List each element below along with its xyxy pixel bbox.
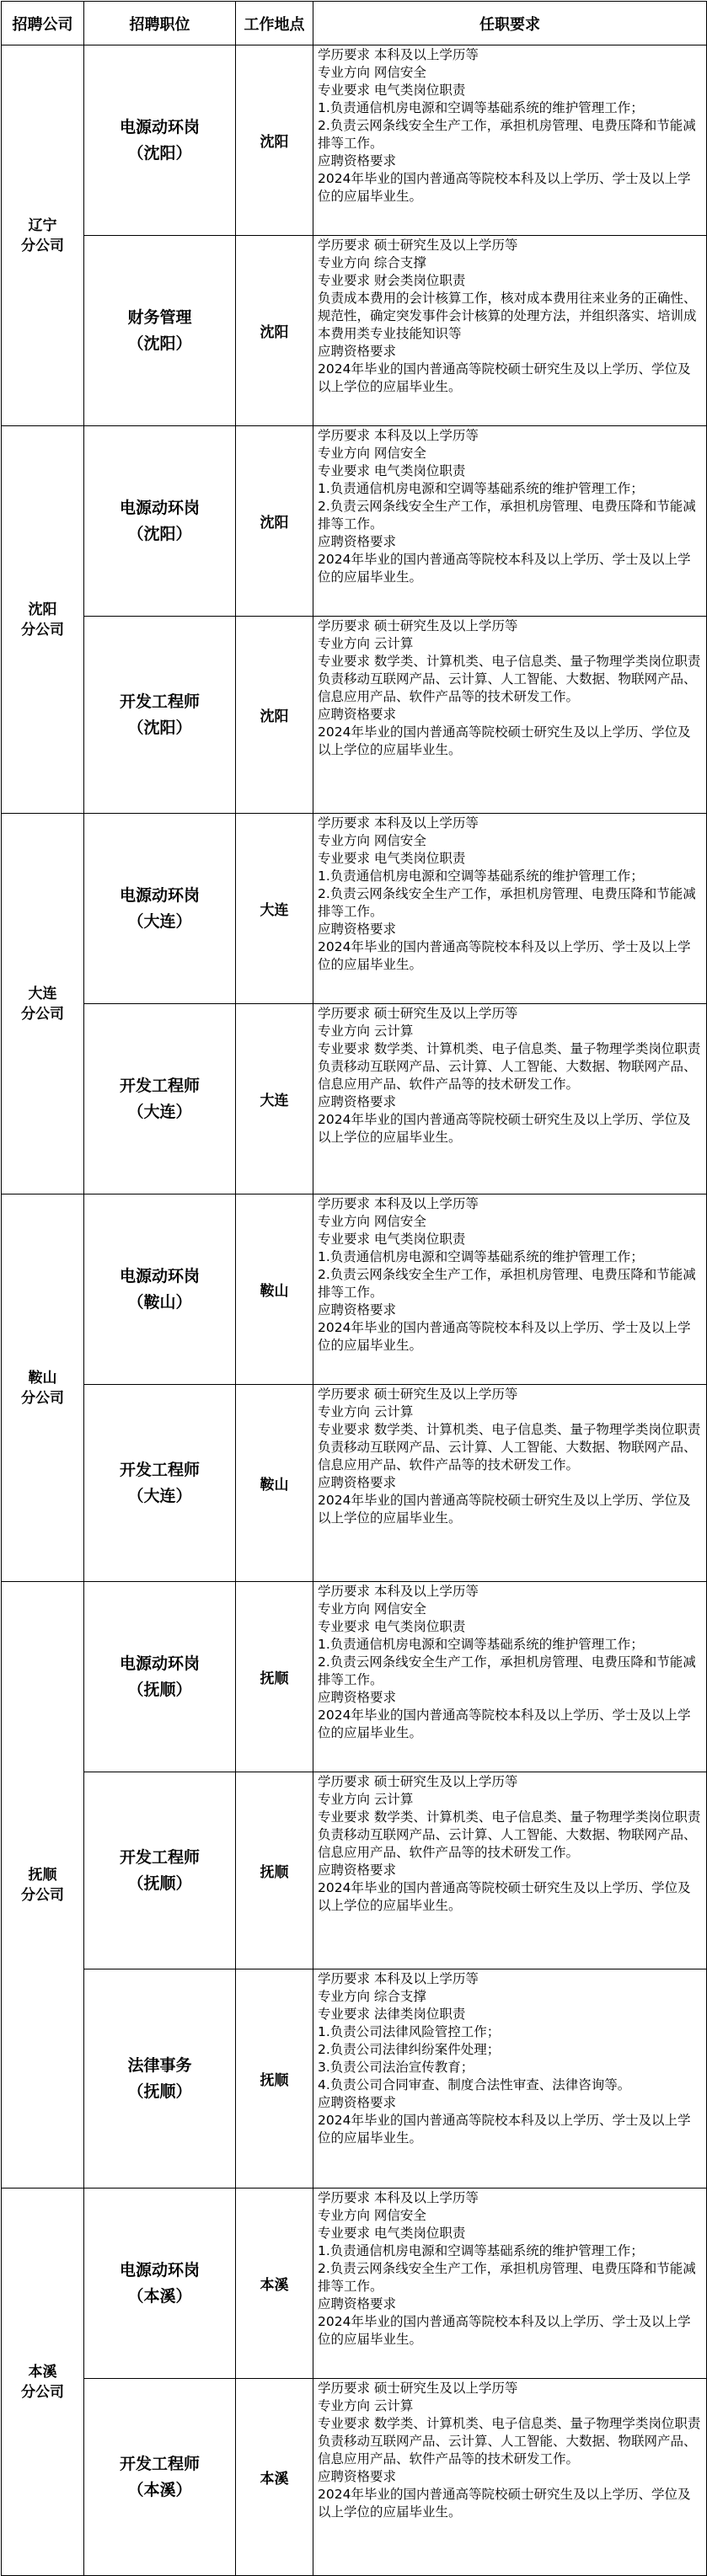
requirement-line: 应聘资格要求 xyxy=(318,1094,397,1109)
requirement-line: 专业要求 数学类、计算机类、电子信息类、量子物理学类岗位职责 xyxy=(318,1809,701,1825)
requirement-line: 2024年毕业的国内普通高等院校硕士研究生及以上学历、学位及以上学位的应届毕业生。 xyxy=(318,724,691,757)
table-row xyxy=(2,45,707,236)
requirement-line: 2024年毕业的国内普通高等院校本科及以上学历、学士及以上学位的应届毕业生。 xyxy=(318,2113,691,2146)
requirement-line: 专业方向 云计算 xyxy=(318,636,414,651)
company-cell xyxy=(2,1194,84,1582)
requirement-line: 2024年毕业的国内普通高等院校本科及以上学历、学士及以上学位的应届毕业生。 xyxy=(318,939,691,972)
position-cell xyxy=(84,814,236,1004)
company-name-line: 鞍山 xyxy=(28,1369,57,1387)
requirements-cell xyxy=(313,1582,707,1772)
recruitment-table xyxy=(1,1,707,2576)
requirement-line: 1.负责公司法律风险管控工作； xyxy=(318,2024,501,2039)
position-cell xyxy=(84,2379,236,2576)
requirements-cell xyxy=(313,814,707,1004)
header-requirements: 任职要求 xyxy=(313,2,707,45)
header-location: 工作地点 xyxy=(236,2,313,45)
requirement-line: 专业要求 电气类岗位职责 xyxy=(318,463,466,478)
requirement-line: 2.负责云网条线安全生产工作，承担机房管理、电费压降和节能减排等工作。 xyxy=(318,2261,696,2294)
requirement-line: 学历要求 本科及以上学历等 xyxy=(318,1971,479,1986)
position-title-line: 开发工程师 xyxy=(119,2454,200,2473)
requirement-line: 2024年毕业的国内普通高等院校本科及以上学历、学士及以上学位的应届毕业生。 xyxy=(318,552,691,585)
requirements-cell xyxy=(313,1772,707,1969)
requirement-line: 4.负责公司合同审查、制度合法性审查、法律咨询等。 xyxy=(318,2077,631,2092)
table-header-row xyxy=(2,2,707,45)
table-row xyxy=(2,1772,707,1969)
company-name-line: 沈阳 xyxy=(28,601,57,618)
requirement-line: 负责移动互联网产品、云计算、人工智能、大数据、物联网产品、信息应用产品、软件产品等的技术研发工作。 xyxy=(318,1059,697,1092)
table-row xyxy=(2,1969,707,2189)
requirement-line: 学历要求 本科及以上学历等 xyxy=(318,428,479,443)
requirements-cell xyxy=(313,2379,707,2576)
requirement-line: 专业要求 电气类岗位职责 xyxy=(318,1619,466,1634)
company-name-line: 大连 xyxy=(28,985,57,1002)
table-row xyxy=(2,1582,707,1772)
company-cell xyxy=(2,1582,84,2189)
position-title-line: 电源动环岗 xyxy=(119,498,200,517)
location-cell: 沈阳 xyxy=(236,617,313,814)
requirement-line: 应聘资格要求 xyxy=(318,707,397,722)
requirements-cell xyxy=(313,426,707,617)
requirement-line: 应聘资格要求 xyxy=(318,2469,397,2484)
requirement-line: 专业要求 电气类岗位职责 xyxy=(318,2226,466,2241)
position-cell xyxy=(84,1385,236,1582)
requirement-line: 1.负责通信机房电源和空调等基础系统的维护管理工作； xyxy=(318,1249,644,1264)
requirement-line: 学历要求 硕士研究生及以上学历等 xyxy=(318,238,518,253)
requirement-line: 2024年毕业的国内普通高等院校硕士研究生及以上学历、学位及以上学位的应届毕业生。 xyxy=(318,2487,691,2520)
company-name-line: 分公司 xyxy=(21,237,64,254)
position-title-line: 电源动环岗 xyxy=(119,2260,200,2279)
position-title-line: （沈阳） xyxy=(127,334,192,353)
company-name-line: 辽宁 xyxy=(28,216,57,234)
requirements-cell xyxy=(313,2189,707,2379)
requirement-line: 2.负责云网条线安全生产工作，承担机房管理、电费压降和节能减排等工作。 xyxy=(318,1267,696,1300)
position-title-line: （抚顺） xyxy=(127,1680,192,1699)
position-title-line: （抚顺） xyxy=(127,1873,192,1893)
location-cell: 沈阳 xyxy=(236,426,313,617)
position-title-line: （本溪） xyxy=(127,2286,192,2306)
requirement-line: 负责移动互联网产品、云计算、人工智能、大数据、物联网产品、信息应用产品、软件产品等的技术研发工作。 xyxy=(318,671,697,704)
requirement-line: 专业要求 电气类岗位职责 xyxy=(318,83,466,98)
requirements-cell xyxy=(313,1004,707,1194)
requirements-cell xyxy=(313,617,707,814)
requirement-line: 专业要求 法律类岗位职责 xyxy=(318,2007,466,2022)
position-cell xyxy=(84,617,236,814)
position-title-line: 电源动环岗 xyxy=(119,1654,200,1673)
requirements-cell xyxy=(313,45,707,236)
requirement-line: 2.负责云网条线安全生产工作，承担机房管理、电费压降和节能减排等工作。 xyxy=(318,1654,696,1687)
position-title-line: 财务管理 xyxy=(127,307,192,327)
position-title-line: 电源动环岗 xyxy=(119,117,200,136)
requirement-line: 2024年毕业的国内普通高等院校硕士研究生及以上学历、学位及以上学位的应届毕业生。 xyxy=(318,1880,691,1913)
position-title-line: 电源动环岗 xyxy=(119,885,200,905)
requirement-line: 2024年毕业的国内普通高等院校本科及以上学历、学士及以上学位的应届毕业生。 xyxy=(318,171,691,204)
requirement-line: 专业方向 云计算 xyxy=(318,2398,414,2413)
requirement-line: 学历要求 本科及以上学历等 xyxy=(318,2190,479,2205)
position-title-line: 开发工程师 xyxy=(119,1460,200,1479)
requirements-cell xyxy=(313,236,707,426)
requirement-line: 应聘资格要求 xyxy=(318,1302,397,1317)
location-cell: 大连 xyxy=(236,1004,313,1194)
requirement-line: 专业方向 云计算 xyxy=(318,1404,414,1419)
header-company: 招聘公司 xyxy=(2,2,84,45)
company-cell xyxy=(2,45,84,426)
position-title-line: （抚顺） xyxy=(127,2082,192,2101)
requirement-line: 学历要求 硕士研究生及以上学历等 xyxy=(318,1774,518,1789)
requirement-line: 2.负责云网条线安全生产工作，承担机房管理、电费压降和节能减排等工作。 xyxy=(318,118,696,151)
requirement-line: 专业方向 综合支撑 xyxy=(318,255,426,270)
location-cell: 沈阳 xyxy=(236,236,313,426)
requirement-line: 专业要求 电气类岗位职责 xyxy=(318,851,466,866)
position-title-line: （大连） xyxy=(127,1102,192,1121)
location-cell: 抚顺 xyxy=(236,1969,313,2189)
requirement-line: 专业方向 网信安全 xyxy=(318,1214,426,1229)
requirement-line: 1.负责通信机房电源和空调等基础系统的维护管理工作； xyxy=(318,100,644,115)
requirement-line: 应聘资格要求 xyxy=(318,153,397,168)
company-cell xyxy=(2,814,84,1194)
requirement-line: 学历要求 本科及以上学历等 xyxy=(318,1584,479,1599)
table-row xyxy=(2,2379,707,2576)
requirement-line: 学历要求 硕士研究生及以上学历等 xyxy=(318,1006,518,1021)
location-cell: 鞍山 xyxy=(236,1194,313,1385)
requirement-line: 学历要求 本科及以上学历等 xyxy=(318,815,479,831)
requirement-line: 专业方向 网信安全 xyxy=(318,65,426,80)
requirement-line: 2024年毕业的国内普通高等院校硕士研究生及以上学历、学位及以上学位的应届毕业生。 xyxy=(318,361,691,394)
position-cell xyxy=(84,1004,236,1194)
table-row xyxy=(2,236,707,426)
position-cell xyxy=(84,1969,236,2189)
requirement-line: 应聘资格要求 xyxy=(318,2095,397,2110)
requirements-cell xyxy=(313,1194,707,1385)
requirement-line: 2024年毕业的国内普通高等院校硕士研究生及以上学历、学位及以上学位的应届毕业生。 xyxy=(318,1112,691,1145)
position-title-line: （大连） xyxy=(127,1486,192,1505)
requirement-line: 2024年毕业的国内普通高等院校本科及以上学历、学士及以上学位的应届毕业生。 xyxy=(318,1708,691,1740)
position-title-line: （沈阳） xyxy=(127,524,192,543)
position-title-line: 开发工程师 xyxy=(119,1847,200,1867)
position-title-line: 电源动环岗 xyxy=(119,1266,200,1285)
table-row xyxy=(2,426,707,617)
requirement-line: 专业要求 财会类岗位职责 xyxy=(318,273,466,288)
position-cell xyxy=(84,426,236,617)
requirement-line: 专业方向 网信安全 xyxy=(318,446,426,461)
company-name-line: 分公司 xyxy=(21,1886,64,1904)
requirement-line: 专业方向 综合支撑 xyxy=(318,1989,426,2004)
location-cell: 大连 xyxy=(236,814,313,1004)
position-cell xyxy=(84,1582,236,1772)
requirement-line: 应聘资格要求 xyxy=(318,922,397,937)
requirement-line: 2.负责云网条线安全生产工作，承担机房管理、电费压降和节能减排等工作。 xyxy=(318,499,696,532)
company-name-line: 分公司 xyxy=(21,1389,64,1407)
position-title-line: （沈阳） xyxy=(127,143,192,163)
requirement-line: 专业方向 网信安全 xyxy=(318,833,426,848)
requirement-line: 负责移动互联网产品、云计算、人工智能、大数据、物联网产品、信息应用产品、软件产品等的技术研发工作。 xyxy=(318,1440,697,1472)
position-title-line: 法律事务 xyxy=(127,2055,192,2075)
requirement-line: 学历要求 硕士研究生及以上学历等 xyxy=(318,1387,518,1402)
requirement-line: 1.负责通信机房电源和空调等基础系统的维护管理工作； xyxy=(318,868,644,884)
header-position: 招聘职位 xyxy=(84,2,236,45)
table-row xyxy=(2,1385,707,1582)
requirements-cell xyxy=(313,1385,707,1582)
requirement-line: 专业要求 数学类、计算机类、电子信息类、量子物理学类岗位职责 xyxy=(318,2416,701,2431)
table-row xyxy=(2,2189,707,2379)
requirement-line: 3.负责公司法治宣传教育； xyxy=(318,2060,474,2075)
requirement-line: 2.负责公司法律纠纷案件处理； xyxy=(318,2042,501,2057)
requirement-line: 2.负责云网条线安全生产工作，承担机房管理、电费压降和节能减排等工作。 xyxy=(318,886,696,919)
location-cell: 抚顺 xyxy=(236,1772,313,1969)
position-cell xyxy=(84,2189,236,2379)
location-cell: 本溪 xyxy=(236,2189,313,2379)
position-cell xyxy=(84,1194,236,1385)
requirement-line: 专业方向 网信安全 xyxy=(318,1601,426,1617)
requirement-line: 学历要求 硕士研究生及以上学历等 xyxy=(318,618,518,633)
position-title-line: 开发工程师 xyxy=(119,1076,200,1095)
company-cell xyxy=(2,2189,84,2576)
company-name-line: 抚顺 xyxy=(28,1866,57,1884)
requirement-line: 应聘资格要求 xyxy=(318,344,397,359)
requirement-line: 专业要求 电气类岗位职责 xyxy=(318,1232,466,1247)
requirement-line: 负责移动互联网产品、云计算、人工智能、大数据、物联网产品、信息应用产品、软件产品等的技术研发工作。 xyxy=(318,2434,697,2466)
location-cell: 鞍山 xyxy=(236,1385,313,1582)
position-cell xyxy=(84,1772,236,1969)
requirement-line: 2024年毕业的国内普通高等院校本科及以上学历、学士及以上学位的应届毕业生。 xyxy=(318,1320,691,1353)
requirement-line: 应聘资格要求 xyxy=(318,1863,397,1878)
company-cell xyxy=(2,426,84,814)
requirement-line: 2024年毕业的国内普通高等院校本科及以上学历、学士及以上学位的应届毕业生。 xyxy=(318,2314,691,2347)
company-name-line: 分公司 xyxy=(21,621,64,639)
position-title-line: （本溪） xyxy=(127,2480,192,2499)
company-name-line: 本溪 xyxy=(28,2363,57,2381)
requirement-line: 2024年毕业的国内普通高等院校硕士研究生及以上学历、学位及以上学位的应届毕业生。 xyxy=(318,1493,691,1526)
position-cell xyxy=(84,45,236,236)
requirement-line: 专业要求 数学类、计算机类、电子信息类、量子物理学类岗位职责 xyxy=(318,654,701,669)
company-name-line: 分公司 xyxy=(21,2383,64,2401)
location-cell: 沈阳 xyxy=(236,45,313,236)
requirement-line: 1.负责通信机房电源和空调等基础系统的维护管理工作； xyxy=(318,2243,644,2258)
requirement-line: 应聘资格要求 xyxy=(318,1690,397,1705)
requirements-cell xyxy=(313,1969,707,2189)
table-row xyxy=(2,1194,707,1385)
position-title-line: （沈阳） xyxy=(127,718,192,737)
position-title-line: （鞍山） xyxy=(127,1292,192,1312)
requirement-line: 负责移动互联网产品、云计算、人工智能、大数据、物联网产品、信息应用产品、软件产品等的技术研发工作。 xyxy=(318,1827,697,1860)
requirement-line: 应聘资格要求 xyxy=(318,2296,397,2311)
table-row xyxy=(2,617,707,814)
requirement-line: 1.负责通信机房电源和空调等基础系统的维护管理工作； xyxy=(318,481,644,496)
requirement-line: 学历要求 本科及以上学历等 xyxy=(318,47,479,62)
requirement-line: 专业方向 网信安全 xyxy=(318,2208,426,2223)
requirement-line: 学历要求 硕士研究生及以上学历等 xyxy=(318,2381,518,2396)
requirement-line: 专业要求 数学类、计算机类、电子信息类、量子物理学类岗位职责 xyxy=(318,1041,701,1056)
requirement-line: 专业方向 云计算 xyxy=(318,1792,414,1807)
requirement-line: 1.负责通信机房电源和空调等基础系统的维护管理工作； xyxy=(318,1637,644,1652)
position-title-line: 开发工程师 xyxy=(119,692,200,711)
location-cell: 抚顺 xyxy=(236,1582,313,1772)
requirement-line: 学历要求 本科及以上学历等 xyxy=(318,1196,479,1211)
requirement-line: 负责成本费用的会计核算工作，核对成本费用往来业务的正确性、规范性，确定突发事件会计核算的处理方法，并组织落实、培训成本费用类专业技能知识等 xyxy=(318,291,697,341)
table-row xyxy=(2,1004,707,1194)
table-row xyxy=(2,814,707,1004)
requirement-line: 应聘资格要求 xyxy=(318,534,397,549)
requirement-line: 专业要求 数学类、计算机类、电子信息类、量子物理学类岗位职责 xyxy=(318,1422,701,1437)
requirement-line: 应聘资格要求 xyxy=(318,1475,397,1490)
requirement-line: 专业方向 云计算 xyxy=(318,1023,414,1039)
company-name-line: 分公司 xyxy=(21,1005,64,1023)
location-cell: 本溪 xyxy=(236,2379,313,2576)
position-cell xyxy=(84,236,236,426)
position-title-line: （大连） xyxy=(127,911,192,931)
